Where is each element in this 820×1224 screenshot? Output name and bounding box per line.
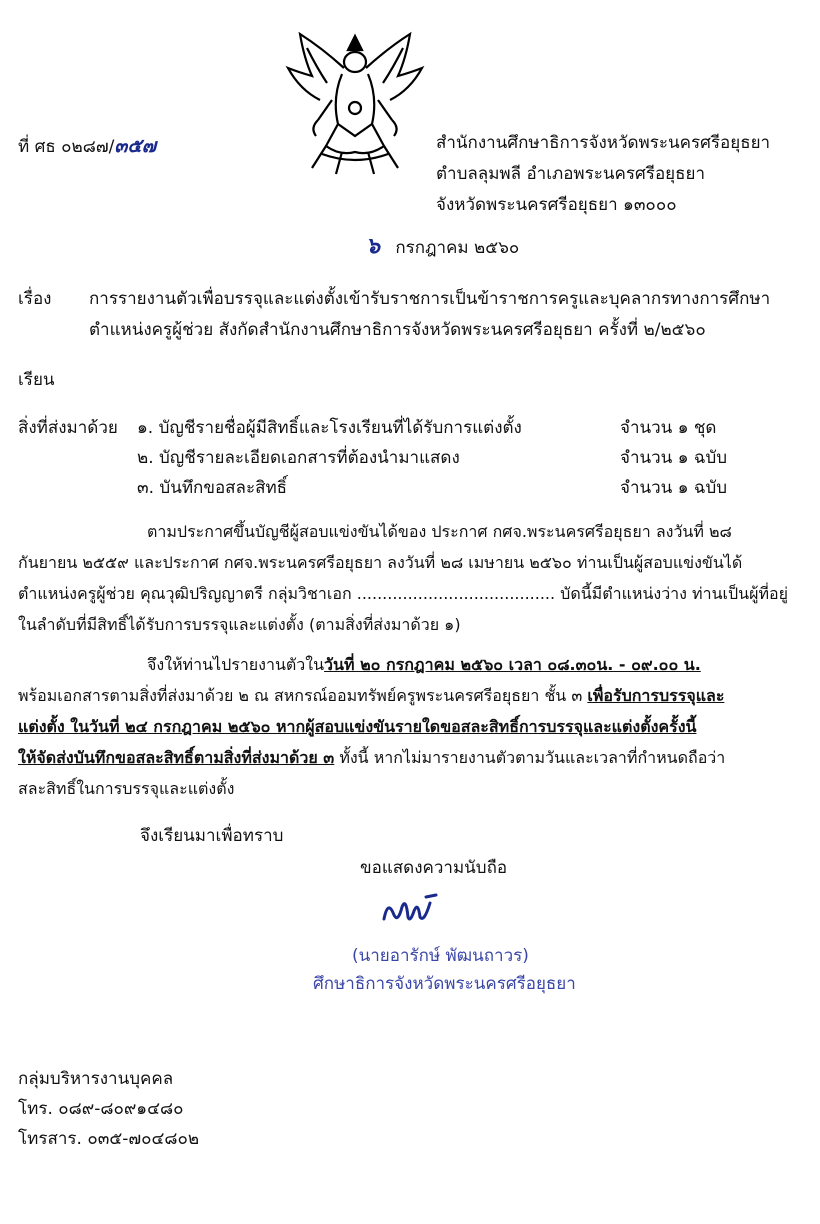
para2-line-2 — [18, 686, 724, 705]
para2-line-4 — [18, 748, 725, 767]
handwritten-signature — [380, 893, 440, 927]
enclosure-qty-2: จำนวน ๑ ฉบับ — [620, 448, 728, 468]
date-month-year: กรกฎาคม ๒๕๖๐ — [395, 238, 520, 258]
enclosure-qty-1: จำนวน ๑ ชุด — [620, 418, 717, 438]
waiver-emphasis: ให้จัดส่งบันทึกขอสละสิทธิ์ตามสิ่งที่ส่งมาด้วย ๓ — [18, 748, 335, 767]
office-line-1: สำนักงานศึกษาธิการจังหวัดพระนครศรีอยุธยา — [436, 133, 771, 153]
para2-line-3: แต่งตั้ง ในวันที่ ๒๔ กรกฎาคม ๒๕๖๐ หากผู้สอบแข่งขันรายใดขอสละสิทธิ์การบรรจุและแต่งตั้งครั้งนี้ — [18, 717, 697, 736]
para2-line-5: สละสิทธิ์ในการบรรจุและแต่งตั้ง — [18, 779, 235, 798]
complimentary-close: ขอแสดงความนับถือ — [360, 858, 508, 878]
para2-line-4-tail: ทั้งนี้ หากไม่มารายงานตัวตามวันและเวลาที่กำหนดถือว่า — [334, 748, 726, 767]
reference-prefix: ที่ ศธ ๐๒๘๗/ — [18, 137, 115, 157]
para2-line-2-lead: พร้อมเอกสารตามสิ่งที่ส่งมาด้วย ๒ ณ สหกรณ์ออมทรัพย์ครูพระนครศรีอยุธยา ชั้น ๓ — [18, 686, 588, 705]
para1-line-3: ตำแหน่งครูผู้ช่วย คุณวุฒิปริญญาตรี กลุ่มวิชาเอก ....................................... บัดนี้มีตำแหน่งว่าง ท่านเป็นผู้ที่อยู่ — [18, 584, 788, 603]
reference-handwritten-number: ๓๕๗ — [114, 135, 157, 157]
para1-line-4: ในลำดับที่มีสิทธิ์ได้รับการบรรจุและแต่งตั้ง (ตามสิ่งที่ส่งมาด้วย ๑) — [18, 615, 461, 634]
office-line-2: ตำบลลุมพลี อำเภอพระนครศรีอยุธยา — [436, 164, 705, 184]
letter-date — [366, 234, 519, 260]
signer-name: (นายอารักษ์ พัฒนถาวร) — [352, 946, 529, 966]
enclosure-qty-3: จำนวน ๑ ฉบับ — [620, 478, 728, 498]
subject-line-1: การรายงานตัวเพื่อบรรจุและแต่งตั้งเข้ารับราชการเป็นข้าราชการครูและบุคลากรทางการศึกษา — [89, 289, 771, 309]
enclosures-label: สิ่งที่ส่งมาด้วย — [18, 418, 118, 438]
para1-line-2: กันยายน ๒๕๕๙ และประกาศ กศจ.พระนครศรีอยุธยา ลงวันที่ ๒๘ เมษายน ๒๕๖๐ ท่านเป็นผู้สอบแข่งขันได้ — [18, 553, 743, 572]
office-line-3: จังหวัดพระนครศรีอยุธยา ๑๓๐๐๐ — [436, 195, 677, 215]
salutation-label: เรียน — [18, 370, 55, 390]
enclosure-item-2: ๒. บัญชีรายละเอียดเอกสารที่ต้องนำมาแสดง — [137, 448, 460, 468]
subject-label: เรื่อง — [18, 289, 52, 309]
closing-line: จึงเรียนมาเพื่อทราบ — [140, 826, 284, 846]
signer-title: ศึกษาธิการจังหวัดพระนครศรีอยุธยา — [313, 974, 576, 994]
footer-telephone: โทร. ๐๘๙-๘๐๙๑๔๘๐ — [18, 1099, 184, 1119]
footer-fax: โทรสาร. ๐๓๕-๗๐๔๘๐๒ — [18, 1129, 200, 1149]
appointment-emphasis-start: เพื่อรับการบรรจุและ — [587, 686, 725, 705]
enclosure-item-1: ๑. บัญชีรายชื่อผู้มีสิทธิ์และโรงเรียนที่ได้รับการแต่งตั้ง — [137, 418, 522, 438]
para2-line-1-lead: จึงให้ท่านไปรายงานตัวใน — [147, 655, 325, 674]
para2-line-1 — [147, 655, 701, 674]
date-day-handwritten: ๖ — [366, 234, 380, 259]
subject-line-2: ตำแหน่งครูผู้ช่วย สังกัดสำนักงานศึกษาธิการจังหวัดพระนครศรีอยุธยา ครั้งที่ ๒/๒๕๖๐ — [89, 320, 706, 340]
footer-department: กลุ่มบริหารงานบุคคล — [18, 1069, 174, 1089]
enclosure-item-3: ๓. บันทึกขอสละสิทธิ์ — [137, 478, 288, 498]
garuda-emblem — [282, 28, 428, 178]
report-datetime-emphasis: วันที่ ๒๐ กรกฎาคม ๒๕๖๐ เวลา ๐๘.๓๐น. - ๐๙.๐๐ น. — [324, 655, 701, 674]
para1-line-1: ตามประกาศขึ้นบัญชีผู้สอบแข่งขันได้ของ ประกาศ กศจ.พระนครศรีอยุธยา ลงวันที่ ๒๘ — [147, 522, 732, 541]
reference-number — [18, 135, 156, 158]
